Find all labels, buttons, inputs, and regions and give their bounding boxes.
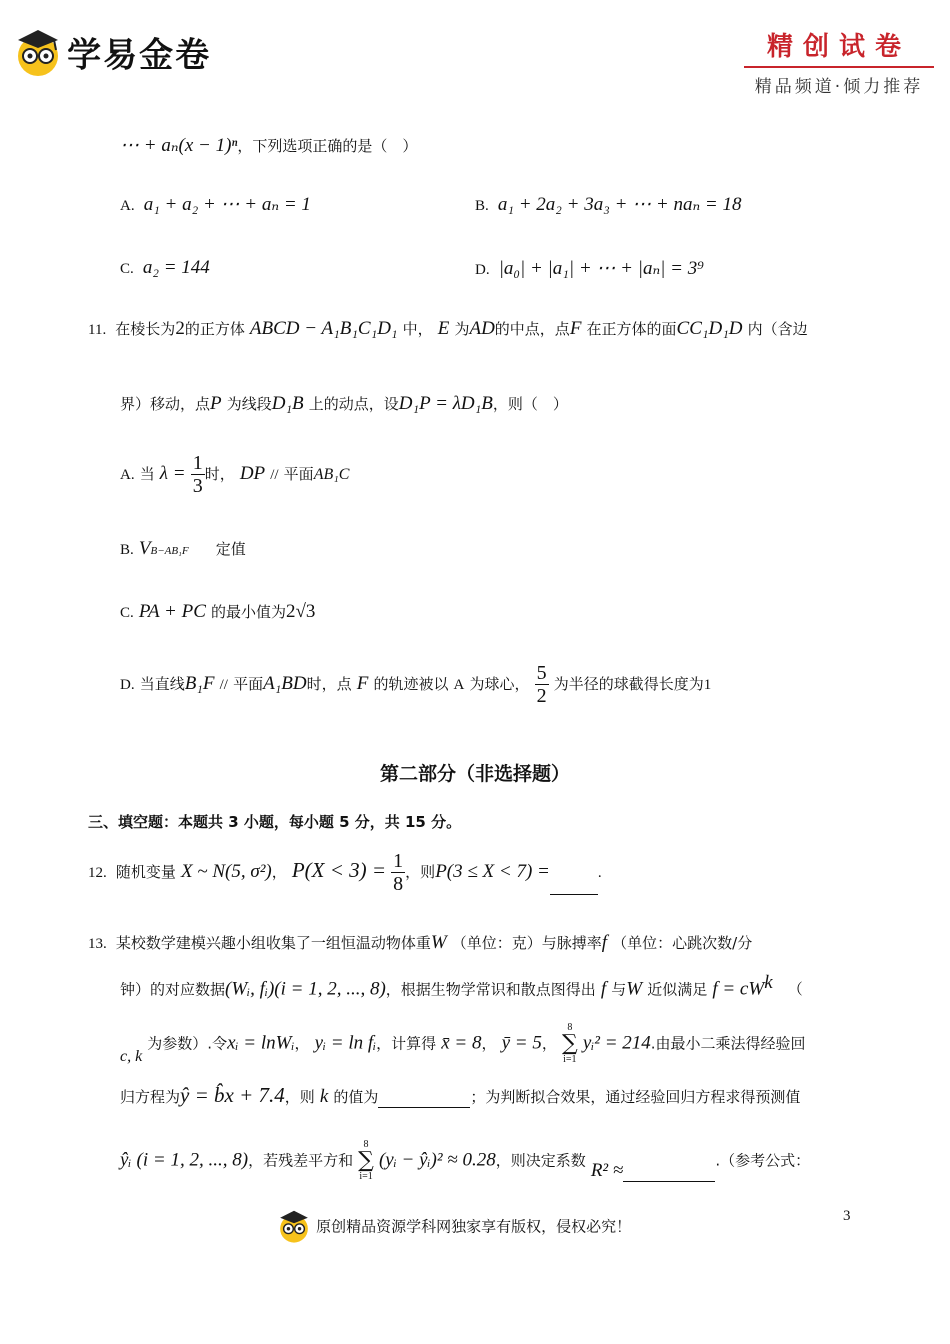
sum-lower: i=1	[563, 1054, 577, 1065]
q13-text: 为参数）.令	[147, 1034, 228, 1053]
def-x: xᵢ = lnWᵢ	[227, 1032, 295, 1054]
parallel-symbol: //	[219, 677, 228, 693]
var-w: W	[626, 978, 643, 1000]
index-range: (i = 1, 2, ..., 8)	[136, 1149, 249, 1171]
owl-mascot-icon	[14, 26, 62, 78]
q11-option-d	[120, 662, 711, 707]
option-label: C.	[120, 261, 134, 277]
q10-option-b	[475, 193, 741, 216]
fraction-denominator: 2	[536, 685, 547, 707]
volume-symbol: V	[138, 538, 151, 559]
option-label: B.	[120, 542, 134, 558]
q12-probability: P(X < 3) =	[291, 858, 387, 882]
point-f: F	[356, 673, 369, 694]
q10-continuation	[120, 134, 417, 157]
q13-text: 近似满足	[647, 980, 708, 999]
q13-line1	[88, 932, 752, 954]
plane-ab1c: AB₁C	[313, 466, 350, 483]
part-two-title: 第二部分（非选择题）	[379, 763, 570, 785]
option-label: D.	[475, 262, 490, 278]
q12-distribution: X ~ N(5, σ²)	[180, 861, 272, 882]
q13-text: ，计算得	[376, 1034, 437, 1053]
badge-divider	[744, 66, 934, 68]
q11-text: 界）移动，点	[120, 395, 211, 413]
sum-lower: i=1	[359, 1171, 373, 1182]
fraction-numerator: 5	[536, 662, 547, 684]
option-math: a₁ + 2a₂ + 3a₃ + ⋯ + naₙ = 18	[497, 194, 742, 215]
option-label: A.	[120, 467, 135, 483]
sigma-sum	[358, 1140, 374, 1182]
q13-text: （单位：克）与脉搏率	[451, 934, 602, 952]
fraction-one-eighth	[391, 850, 405, 895]
q13-text: 与	[611, 980, 627, 999]
q12	[88, 850, 602, 895]
volume-subscript: B−AB₁F	[150, 545, 189, 557]
q10-option-a	[120, 193, 311, 216]
page-number: 3	[843, 1208, 851, 1224]
line-dp: DP	[239, 463, 266, 484]
logo-text: 学易金卷	[67, 35, 212, 76]
q11-text: 的中点，点	[494, 320, 570, 338]
fill-in-section-heading: 三、填空题：本题共 3 小题，每小题 5 分，共 15 分。	[88, 813, 462, 831]
option-label: B.	[475, 198, 489, 214]
q10-option-d	[475, 257, 704, 280]
q12-query: P(3 ≤ X < 7) =	[435, 861, 550, 882]
option-math: a₂ = 144	[142, 257, 210, 278]
q13-line5	[120, 1140, 810, 1182]
q11-text: ，则（ ）	[492, 395, 568, 413]
q13-text: ；为判断拟合效果，通过经验回归方程求得预测值	[470, 1088, 801, 1106]
q11-cube: ABCD − A₁B₁C₁D₁	[249, 318, 398, 339]
fraction-denominator: 8	[393, 873, 404, 895]
q11-point-e: E	[437, 318, 450, 339]
q13-text: 归方程为	[120, 1088, 181, 1106]
q13-text: ，	[541, 1034, 557, 1053]
q13-line2	[120, 972, 803, 1000]
option-text: 当	[139, 465, 155, 483]
var-k: k	[319, 1086, 329, 1107]
option-math: |a₀| + |a₁| + ⋯ + |aₙ| = 3⁹	[498, 258, 704, 279]
exponent-k: k	[764, 972, 773, 993]
answer-blank[interactable]	[550, 876, 598, 895]
params-c-k: c, k	[120, 1047, 143, 1065]
mean-x: x̄ = 8	[441, 1032, 482, 1054]
answer-blank[interactable]	[623, 1163, 715, 1182]
badge-subtitle: 精品频道·倾力推荐	[754, 77, 924, 97]
q13-text: ，	[481, 1034, 497, 1053]
sum-upper: 8	[363, 1139, 369, 1150]
answer-blank[interactable]	[378, 1089, 470, 1108]
q12-text: 随机变量	[115, 863, 176, 881]
fraction-five-halves	[535, 662, 549, 707]
option-math: a₁ + a₂ + ⋯ + aₙ = 1	[143, 194, 311, 215]
line-b1f: B₁F	[184, 673, 215, 694]
sum-term: yᵢ² = 214	[582, 1032, 651, 1054]
var-f: f	[600, 978, 607, 1000]
badge-title: 精创试卷	[766, 32, 911, 62]
question-number: 12.	[88, 865, 107, 881]
q11-line2	[120, 393, 568, 415]
question-number: 13.	[88, 936, 107, 952]
q13-text: ，则决定系数	[495, 1151, 586, 1170]
option-text: 平面	[283, 465, 314, 483]
q13-model: f = cW	[712, 978, 765, 1000]
q13-line3	[120, 1023, 806, 1065]
q11-text: 为线段	[226, 395, 272, 413]
logo	[14, 26, 211, 78]
fraction-numerator: 1	[393, 850, 404, 872]
plane-a1bd: A₁BD	[263, 673, 307, 694]
q13-text: （单位：心跳次数/分	[612, 934, 753, 952]
length-value: 1	[703, 677, 712, 693]
q13-text: .由最小二乘法得经验回	[650, 1034, 806, 1053]
option-text: 当直线	[139, 675, 185, 693]
q13-text: ，	[294, 1034, 310, 1053]
q11-point-p: P	[210, 393, 222, 414]
option-text: 定值	[215, 540, 246, 558]
q13-text: .（参考公式：	[715, 1151, 811, 1170]
q13-line4	[120, 1083, 800, 1108]
q11-value: 2	[175, 318, 185, 339]
parallel-symbol: //	[270, 467, 279, 483]
q11-text: 的正方体	[184, 320, 245, 338]
q13-text: （	[787, 980, 803, 999]
q13-text: 钟）的对应数据	[120, 980, 226, 999]
sigma-icon: ∑	[358, 1148, 374, 1173]
q13-text: 某校数学建模兴趣小组收集了一组恒温动物体重	[115, 934, 431, 952]
min-value: 2√3	[286, 601, 316, 622]
residual-sum: (yᵢ − ŷᵢ)² ≈ 0.28	[378, 1149, 496, 1171]
fraction-one-third	[191, 452, 205, 497]
option-text: 时，点	[306, 675, 352, 693]
q13-text: 的值为	[333, 1088, 379, 1106]
q11-text: 为	[454, 320, 470, 338]
owl-mascot-icon	[277, 1208, 311, 1244]
q11-text: 在棱长为	[115, 320, 176, 338]
regression-equation: ŷ = b̂x + 7.4	[180, 1083, 285, 1107]
q13-text: ，根据生物学常识和散点图得出	[385, 980, 596, 999]
q13-text: ，若残差平方和	[248, 1151, 354, 1170]
option-label: C.	[120, 605, 134, 621]
q12-text: ，则	[405, 863, 436, 881]
q10-continuation-math: ⋯ + aₙ(x − 1)ⁿ	[120, 135, 238, 156]
fraction-numerator: 1	[192, 452, 203, 474]
option-text: 平面	[233, 675, 264, 693]
r-squared: R² ≈	[590, 1159, 624, 1181]
var-w: W	[430, 932, 447, 953]
footer	[277, 1208, 631, 1244]
def-y: yᵢ = ln fᵢ	[314, 1032, 377, 1054]
header-badge	[744, 26, 934, 97]
option-text: 时，	[204, 465, 235, 483]
sum-pa-pc: PA + PC	[138, 601, 206, 622]
q11-text: 上的动点，设	[308, 395, 399, 413]
option-label: A.	[120, 198, 135, 214]
sigma-icon: ∑	[562, 1031, 578, 1056]
copyright-notice: 原创精品资源学科网独家享有版权，侵权必究！	[316, 1217, 632, 1236]
var-f: f	[601, 932, 608, 953]
q11-text: 在正方体的面	[586, 320, 677, 338]
option-label: D.	[120, 677, 135, 693]
option-text: 的最小值为	[210, 603, 286, 621]
q10-option-c	[120, 257, 210, 279]
q12-text: ，	[271, 863, 287, 881]
lambda: λ =	[159, 463, 186, 484]
sum-upper: 8	[567, 1022, 573, 1033]
q11-text: 中，	[402, 320, 433, 338]
q11-face: CC₁D₁D	[676, 318, 743, 339]
q11-option-c	[120, 601, 315, 623]
q13-text: ，则	[284, 1088, 315, 1106]
q11-line1	[88, 318, 808, 340]
q11-option-a	[120, 452, 349, 497]
fraction-denominator: 3	[192, 475, 203, 497]
q12-text: .	[597, 865, 602, 881]
mean-y: ȳ = 5	[501, 1032, 542, 1054]
q11-segment-ad: AD	[469, 318, 495, 339]
q11-relation: D₁P = λD₁B	[398, 393, 493, 414]
q11-option-b	[120, 538, 246, 560]
q11-segment: D₁B	[271, 393, 304, 414]
option-text: 的轨迹被以	[373, 675, 449, 693]
sigma-sum	[562, 1023, 578, 1065]
option-text: 为球心，	[469, 675, 530, 693]
question-number: 11.	[88, 322, 107, 338]
option-text: 为半径的球截得长度为	[553, 675, 704, 693]
q11-text: 内（含边	[747, 320, 808, 338]
point-a: A	[453, 677, 465, 693]
q11-point-f: F	[569, 318, 582, 339]
predicted-y: ŷᵢ	[120, 1149, 132, 1171]
q10-continuation-text: ，下列选项正确的是（ ）	[237, 137, 418, 155]
q13-data-pairs: (Wᵢ, fᵢ)(i = 1, 2, ..., 8)	[225, 978, 386, 1000]
